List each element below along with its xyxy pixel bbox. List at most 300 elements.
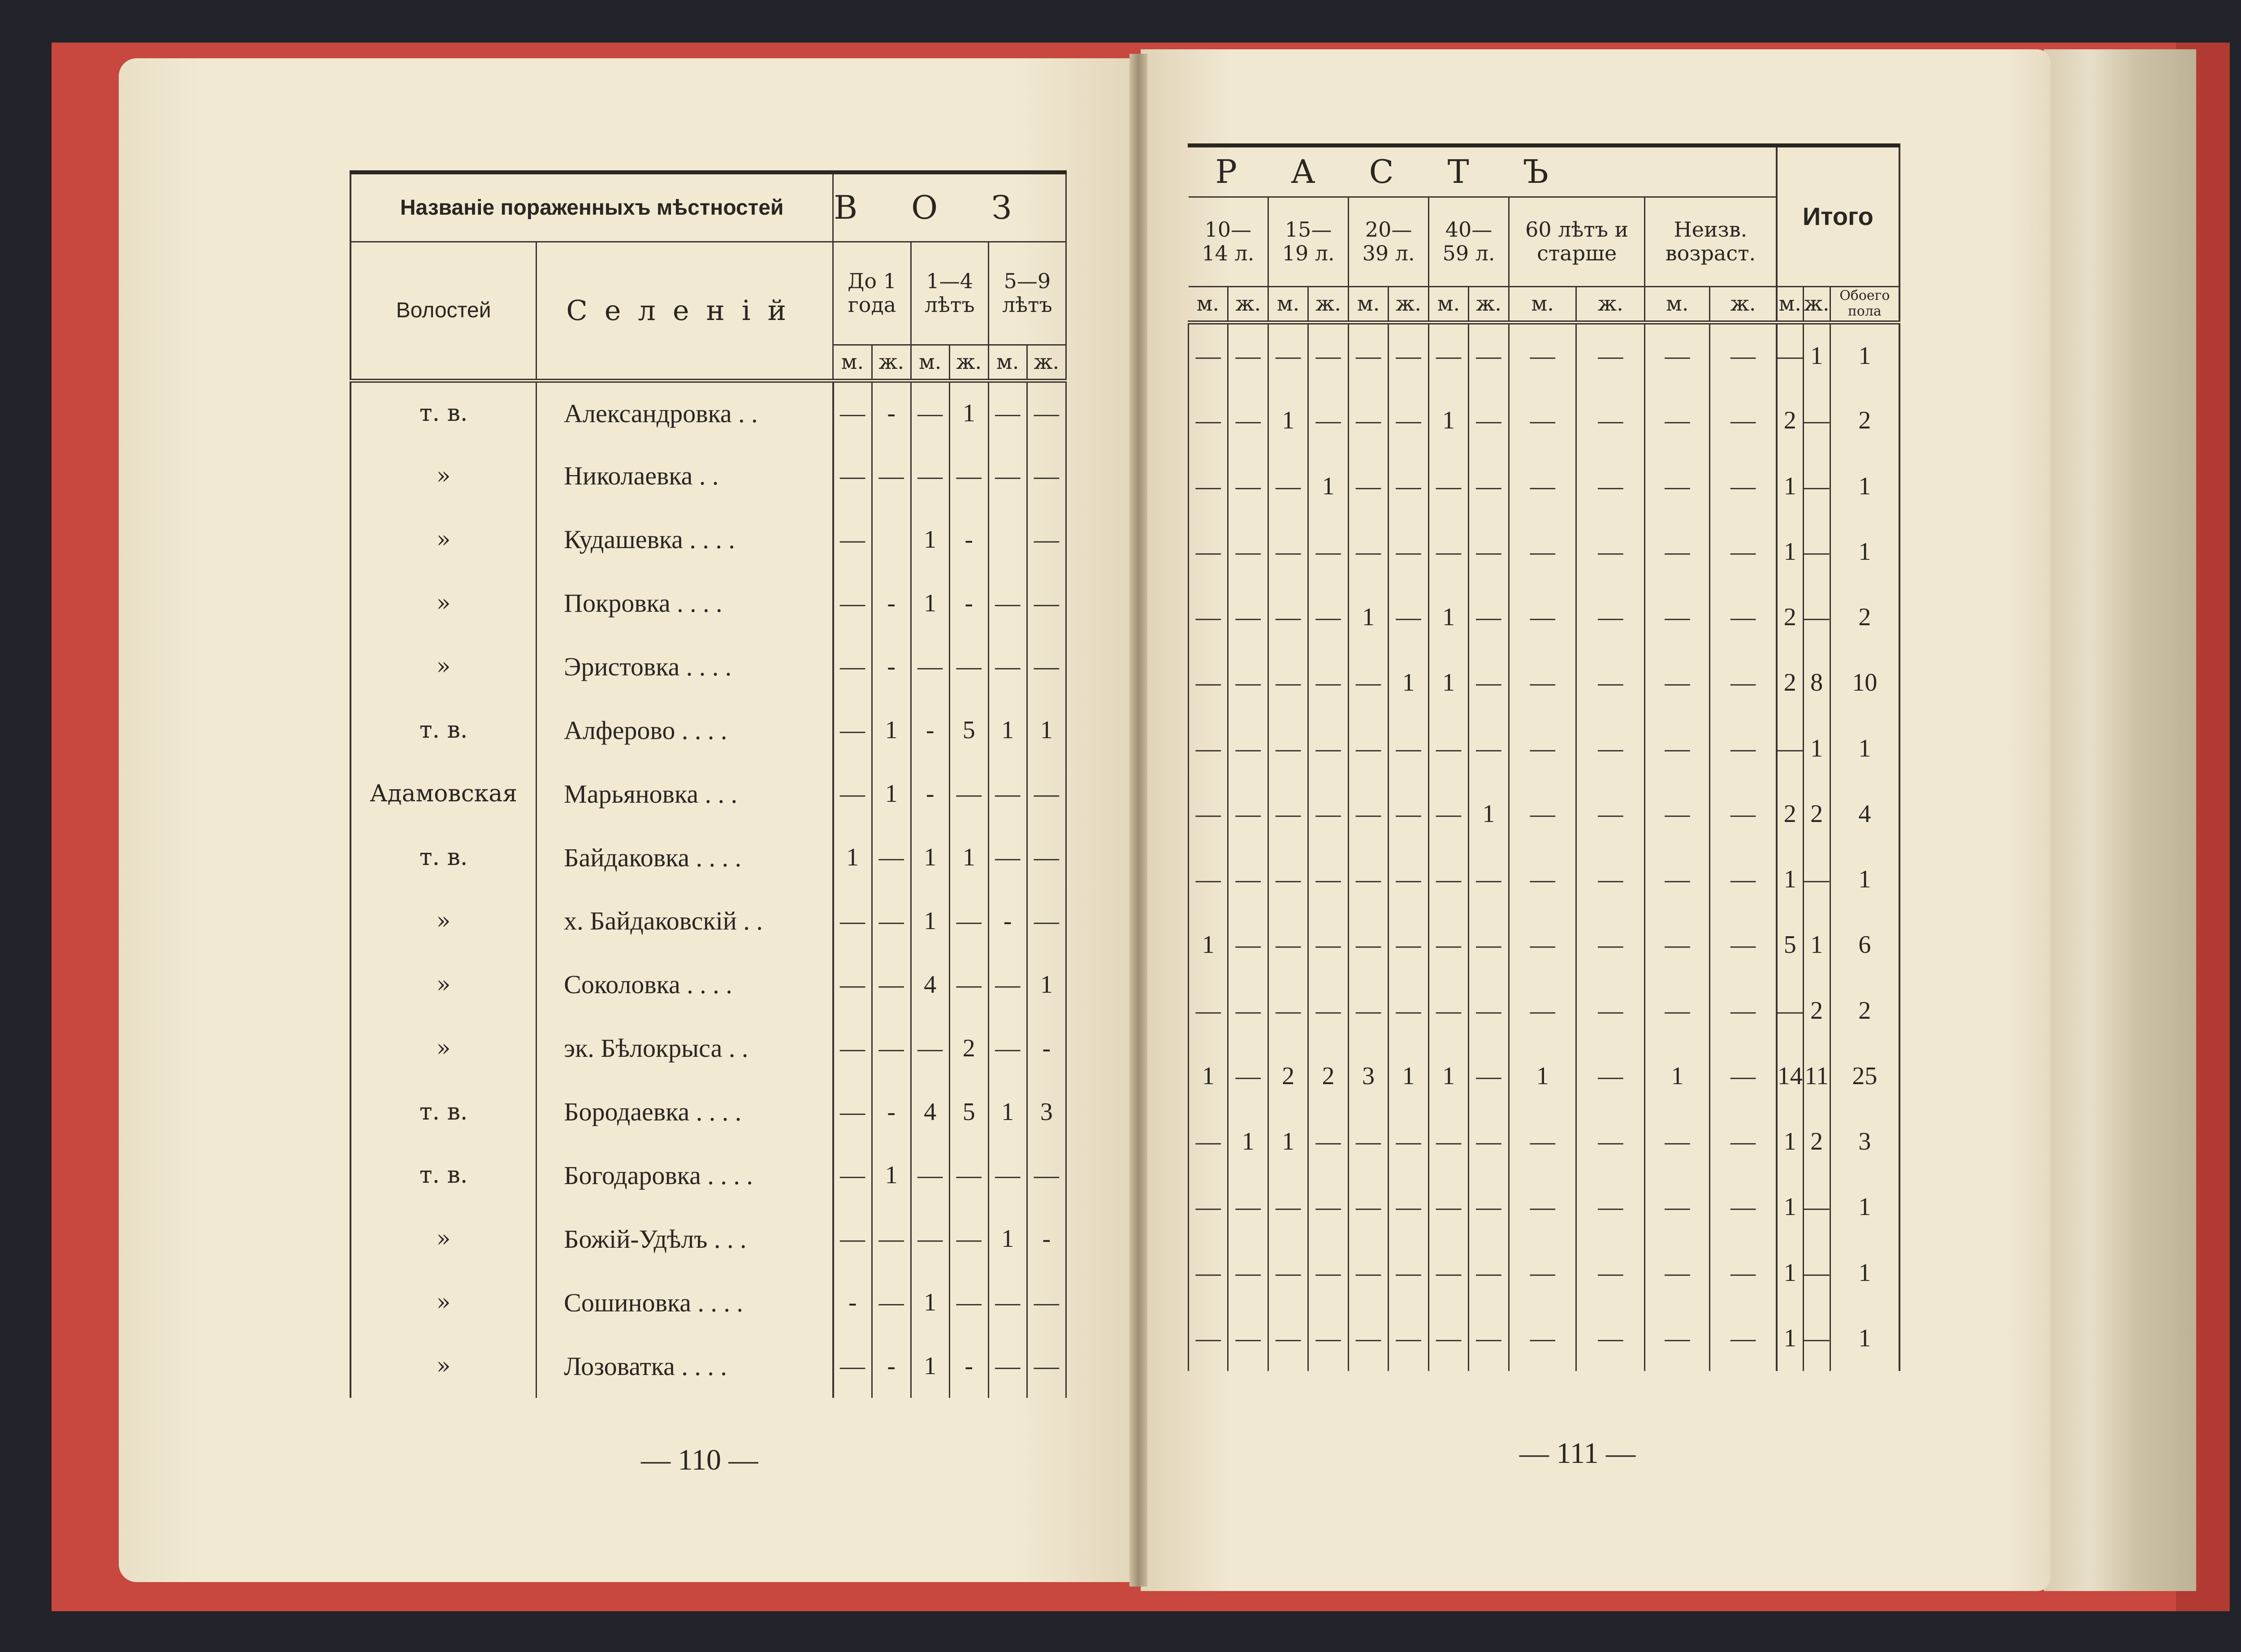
value-cell: 1 [988, 1207, 1027, 1271]
value-cell: — [1468, 912, 1509, 977]
total-cell: — [1777, 716, 1804, 781]
value-cell: — [1268, 716, 1308, 781]
table-row [350, 762, 1066, 826]
value-cell: — [1645, 781, 1710, 847]
sex-m-header: м. [1349, 286, 1389, 322]
left-table [350, 170, 1067, 1398]
value-cell: — [833, 635, 872, 699]
value-cell: — [1645, 388, 1710, 453]
value-cell: — [833, 762, 872, 826]
value-cell: — [1027, 1271, 1066, 1334]
value-cell: — [1710, 912, 1777, 977]
value-cell: — [1645, 454, 1710, 519]
value-cell: — [1576, 912, 1645, 977]
value-cell: — [911, 444, 949, 508]
value-cell: — [1710, 781, 1777, 847]
value-cell: — [833, 889, 872, 953]
value-cell: — [833, 571, 872, 635]
value-cell: — [1189, 650, 1228, 715]
value-cell: — [1710, 388, 1777, 453]
total-cell: 1 [1803, 322, 1830, 388]
total-both-cell: 1 [1830, 322, 1899, 388]
value-cell: — [1228, 781, 1268, 847]
volost-cell: » [350, 1271, 536, 1334]
left-table-body [350, 381, 1066, 1398]
total-both-cell: 25 [1830, 1043, 1899, 1109]
age-group-header: 1—4 лѣтъ [911, 242, 988, 345]
value-cell: 5 [949, 698, 988, 762]
total-cell: — [1803, 388, 1830, 453]
value-cell: — [1349, 388, 1389, 453]
age-group-header: 40— 59 л. [1429, 197, 1509, 286]
value-cell: — [1509, 650, 1576, 715]
selenie-cell: Божій-Удѣлъ . . . [536, 1207, 833, 1271]
selenie-cell: Покровка . . . . [536, 571, 833, 635]
value-cell: - [1027, 1207, 1066, 1271]
value-cell: — [911, 1207, 949, 1271]
selenie-cell: Лозоватка . . . . [536, 1334, 833, 1398]
value-cell: — [1189, 1109, 1228, 1174]
value-cell: — [988, 1016, 1027, 1080]
value-cell: 1 [1388, 1043, 1428, 1109]
value-cell: — [1468, 584, 1509, 650]
age-header-right: РАСТЪ [1189, 147, 1777, 197]
sex-f-header: ж. [1803, 286, 1830, 322]
selenie-cell: Сошиновка . . . . [536, 1271, 833, 1334]
value-cell: — [1228, 847, 1268, 912]
value-cell: 2 [949, 1016, 988, 1080]
value-cell: 1 [1027, 698, 1066, 762]
sex-m-header: м. [1429, 286, 1469, 322]
value-cell: — [872, 826, 911, 889]
value-cell: — [1429, 322, 1469, 388]
value-cell: - [988, 889, 1027, 953]
value-cell: — [1645, 1240, 1710, 1306]
value-cell: — [1228, 1240, 1268, 1306]
value-cell: — [1710, 847, 1777, 912]
value-cell: — [1429, 1174, 1469, 1240]
value-cell: — [872, 1271, 911, 1334]
value-cell: — [1710, 584, 1777, 650]
value-cell: — [1228, 584, 1268, 650]
value-cell: — [1189, 847, 1228, 912]
sex-m-header: м. [1189, 286, 1228, 322]
total-cell: 1 [1777, 1240, 1804, 1306]
table-row [1189, 519, 1900, 584]
value-cell: — [949, 635, 988, 699]
selenie-cell: Николаевка . . [536, 444, 833, 508]
value-cell: — [833, 1016, 872, 1080]
value-cell: — [949, 1271, 988, 1334]
value-cell: — [949, 953, 988, 1016]
volost-cell: » [350, 508, 536, 571]
value-cell: — [1308, 716, 1348, 781]
value-cell: — [1027, 889, 1066, 953]
value-cell: 1 [1429, 650, 1469, 715]
value-cell: — [949, 1144, 988, 1207]
total-cell: 2 [1803, 781, 1830, 847]
value-cell: — [949, 1207, 988, 1271]
total-both-cell: 2 [1830, 388, 1899, 453]
value-cell: — [949, 444, 988, 508]
value-cell: — [1388, 322, 1428, 388]
table-row [350, 826, 1066, 889]
value-cell: 2 [1308, 1043, 1348, 1109]
value-cell: — [1576, 584, 1645, 650]
value-cell: — [1468, 454, 1509, 519]
volost-cell: » [350, 1207, 536, 1271]
table-row [1189, 912, 1900, 977]
table-row [350, 889, 1066, 953]
value-cell: 1 [949, 826, 988, 889]
value-cell: - [872, 381, 911, 444]
age-group-header: Неизв. возраст. [1645, 197, 1777, 286]
total-cell: 1 [1803, 912, 1830, 977]
value-cell: — [1027, 381, 1066, 444]
table-row [350, 953, 1066, 1016]
value-cell: — [1349, 1174, 1389, 1240]
total-cell: 2 [1803, 1109, 1830, 1174]
value-cell: — [1388, 1240, 1428, 1306]
value-cell: — [1509, 388, 1576, 453]
value-cell: — [1228, 388, 1268, 453]
volost-cell: т. в. [350, 826, 536, 889]
volost-cell: Адамовская [350, 762, 536, 826]
value-cell: — [872, 1016, 911, 1080]
volost-cell: » [350, 635, 536, 699]
itogo-header: Итого [1777, 147, 1899, 286]
value-cell: 3 [1027, 1080, 1066, 1144]
value-cell: 1 [1228, 1109, 1268, 1174]
value-cell: — [1429, 1240, 1469, 1306]
value-cell: — [1228, 322, 1268, 388]
value-cell: — [1576, 781, 1645, 847]
value-cell: — [1509, 584, 1576, 650]
value-cell: — [1576, 322, 1645, 388]
sex-f-header: ж. [1468, 286, 1509, 322]
total-cell: 1 [1777, 1109, 1804, 1174]
sex-m-header: м. [1645, 286, 1710, 322]
value-cell: — [1468, 1043, 1509, 1109]
volost-cell: » [350, 953, 536, 1016]
value-cell: 1 [988, 1080, 1027, 1144]
value-cell: 1 [1645, 1043, 1710, 1109]
value-cell: - [872, 635, 911, 699]
value-cell: — [988, 762, 1027, 826]
value-cell: — [1509, 716, 1576, 781]
volost-cell: » [350, 571, 536, 635]
value-cell: — [1189, 716, 1228, 781]
value-cell: — [1509, 1174, 1576, 1240]
value-cell: — [1468, 847, 1509, 912]
value-cell: — [988, 1334, 1027, 1398]
value-cell: — [1468, 716, 1509, 781]
value-cell: 1 [1468, 781, 1509, 847]
value-cell: — [1228, 912, 1268, 977]
value-cell: 1 [911, 826, 949, 889]
value-cell: — [1645, 1306, 1710, 1371]
table-row [350, 635, 1066, 699]
total-cell: — [1803, 519, 1830, 584]
sex-f-header: ж. [949, 345, 988, 381]
value-cell: — [1468, 1306, 1509, 1371]
value-cell: - [949, 508, 988, 571]
value-cell: 1 [1189, 1043, 1228, 1109]
value-cell: — [1189, 584, 1228, 650]
value-cell: — [949, 762, 988, 826]
table-row [350, 571, 1066, 635]
value-cell: — [1509, 1306, 1576, 1371]
total-cell: — [1777, 978, 1804, 1043]
value-cell: — [1509, 912, 1576, 977]
value-cell: — [1388, 912, 1428, 977]
value-cell: — [1429, 978, 1469, 1043]
value-cell: 1 [1027, 953, 1066, 1016]
value-cell: — [1228, 1306, 1268, 1371]
value-cell: — [872, 1207, 911, 1271]
value-cell: 1 [911, 889, 949, 953]
table-row [350, 1271, 1066, 1334]
total-both-cell: 3 [1830, 1109, 1899, 1174]
value-cell: — [1388, 519, 1428, 584]
total-both-cell: 2 [1830, 978, 1899, 1043]
value-cell: 4 [911, 953, 949, 1016]
value-cell: — [1349, 322, 1389, 388]
total-both-cell: 6 [1830, 912, 1899, 977]
value-cell: — [1349, 1109, 1389, 1174]
value-cell: — [1027, 1144, 1066, 1207]
value-cell: — [911, 381, 949, 444]
value-cell: — [988, 826, 1027, 889]
value-cell: 1 [872, 762, 911, 826]
value-cell: — [1388, 584, 1428, 650]
value-cell: — [1189, 1174, 1228, 1240]
value-cell: — [1468, 388, 1509, 453]
right-table-body [1189, 322, 1900, 1371]
value-cell: — [1228, 1174, 1268, 1240]
value-cell: — [1645, 978, 1710, 1043]
volost-cell: т. в. [350, 698, 536, 762]
value-cell: — [1576, 847, 1645, 912]
total-both-header: Обоего пола [1830, 286, 1899, 322]
value-cell: — [833, 508, 872, 571]
value-cell: — [1468, 978, 1509, 1043]
volost-cell: » [350, 1334, 536, 1398]
sex-f-header: ж. [1027, 345, 1066, 381]
value-cell: — [1509, 978, 1576, 1043]
value-cell: — [1027, 762, 1066, 826]
value-cell: — [1468, 1109, 1509, 1174]
value-cell: — [911, 1144, 949, 1207]
value-cell: 1 [1308, 454, 1348, 519]
volost-cell: т. в. [350, 1080, 536, 1144]
value-cell: — [1710, 1043, 1777, 1109]
value-cell: 1 [872, 698, 911, 762]
value-cell: — [833, 381, 872, 444]
selenie-cell: Эристовка . . . . [536, 635, 833, 699]
volost-cell: » [350, 1016, 536, 1080]
value-cell: — [1349, 847, 1389, 912]
age-group-header: 10— 14 л. [1189, 197, 1268, 286]
value-cell [872, 508, 911, 571]
total-both-cell: 1 [1830, 519, 1899, 584]
value-cell: — [872, 889, 911, 953]
value-cell: — [1710, 716, 1777, 781]
value-cell: - [911, 762, 949, 826]
total-cell: 1 [1777, 519, 1804, 584]
table-row [1189, 322, 1900, 388]
value-cell: — [1349, 1306, 1389, 1371]
table-row [1189, 454, 1900, 519]
value-cell: — [1429, 716, 1469, 781]
value-cell: — [1228, 650, 1268, 715]
value-cell: 1 [1268, 1109, 1308, 1174]
total-cell: — [1803, 584, 1830, 650]
value-cell: — [1268, 519, 1308, 584]
value-cell: — [1576, 519, 1645, 584]
value-cell: 1 [1429, 388, 1469, 453]
total-cell: 1 [1777, 847, 1804, 912]
value-cell: — [1468, 1174, 1509, 1240]
value-cell: — [1645, 650, 1710, 715]
value-cell: 1 [1189, 912, 1228, 977]
value-cell: — [1645, 1174, 1710, 1240]
age-group-header: 20— 39 л. [1349, 197, 1429, 286]
value-cell: — [1576, 1174, 1645, 1240]
value-cell: — [1228, 978, 1268, 1043]
value-cell: — [1388, 1174, 1428, 1240]
value-cell: — [833, 444, 872, 508]
right-table [1188, 143, 1900, 1371]
value-cell: — [988, 571, 1027, 635]
value-cell: — [1429, 847, 1469, 912]
value-cell: — [1388, 978, 1428, 1043]
total-cell: 1 [1803, 716, 1830, 781]
value-cell: — [1509, 1240, 1576, 1306]
value-cell: — [1710, 978, 1777, 1043]
value-cell: — [1576, 1306, 1645, 1371]
total-both-cell: 4 [1830, 781, 1899, 847]
total-both-cell: 2 [1830, 584, 1899, 650]
value-cell: — [1710, 322, 1777, 388]
value-cell: — [1268, 978, 1308, 1043]
total-cell: 2 [1777, 781, 1804, 847]
value-cell: — [1308, 584, 1348, 650]
book-gutter [1129, 54, 1147, 1587]
value-cell: 2 [1268, 1043, 1308, 1109]
value-cell [988, 508, 1027, 571]
total-both-cell: 1 [1830, 1174, 1899, 1240]
value-cell: — [1308, 781, 1348, 847]
selenie-cell: Марьяновка . . . [536, 762, 833, 826]
value-cell: — [1349, 454, 1389, 519]
sex-f-header: ж. [1308, 286, 1348, 322]
value-cell: — [1228, 1043, 1268, 1109]
value-cell: — [1268, 1174, 1308, 1240]
value-cell: — [1189, 322, 1228, 388]
value-cell: — [1268, 912, 1308, 977]
selenie-cell: Александровка . . [536, 381, 833, 444]
value-cell: — [1710, 650, 1777, 715]
volost-cell: т. в. [350, 381, 536, 444]
value-cell: — [1308, 1240, 1348, 1306]
value-cell: — [1349, 912, 1389, 977]
value-cell: — [949, 889, 988, 953]
value-cell: — [911, 1016, 949, 1080]
table-row [350, 1334, 1066, 1398]
value-cell: — [1429, 912, 1469, 977]
value-cell: — [1308, 847, 1348, 912]
value-cell: — [1429, 519, 1469, 584]
value-cell: - [872, 1080, 911, 1144]
value-cell: — [1268, 454, 1308, 519]
table-row [1189, 716, 1900, 781]
value-cell: — [1349, 978, 1389, 1043]
value-cell: — [911, 635, 949, 699]
table-title: Названіе пораженныхъ мѣстностей [350, 174, 833, 242]
col-volost-header: Волостей [350, 242, 536, 381]
value-cell: — [1429, 1109, 1469, 1174]
value-cell: — [1268, 584, 1308, 650]
table-row [1189, 584, 1900, 650]
selenie-cell: эк. Бѣлокрыса . . [536, 1016, 833, 1080]
sex-m-header: м. [1509, 286, 1576, 322]
value-cell: — [988, 635, 1027, 699]
table-row [1189, 388, 1900, 453]
page-number-left: — 110 — [641, 1444, 758, 1476]
value-cell: — [1349, 519, 1389, 584]
value-cell: — [1027, 635, 1066, 699]
value-cell: — [833, 953, 872, 1016]
table-row [1189, 1174, 1900, 1240]
value-cell: — [988, 1144, 1027, 1207]
value-cell: - [872, 1334, 911, 1398]
value-cell: - [949, 571, 988, 635]
table-row [1189, 847, 1900, 912]
value-cell: — [988, 953, 1027, 1016]
value-cell: 5 [949, 1080, 988, 1144]
value-cell: — [988, 381, 1027, 444]
total-cell: — [1803, 847, 1830, 912]
value-cell: — [1027, 571, 1066, 635]
value-cell: - [1027, 1016, 1066, 1080]
value-cell: — [1645, 322, 1710, 388]
value-cell: — [1308, 519, 1348, 584]
value-cell: 1 [1429, 584, 1469, 650]
value-cell: — [1268, 781, 1308, 847]
table-row [350, 1080, 1066, 1144]
value-cell: — [1509, 519, 1576, 584]
value-cell: 1 [911, 1334, 949, 1398]
table-row [350, 381, 1066, 444]
value-cell: — [1308, 650, 1348, 715]
table-row [350, 1207, 1066, 1271]
value-cell: — [1576, 454, 1645, 519]
value-cell: — [833, 1207, 872, 1271]
table-row [1189, 978, 1900, 1043]
value-cell: — [1509, 1109, 1576, 1174]
value-cell: — [1308, 1109, 1348, 1174]
value-cell: 4 [911, 1080, 949, 1144]
table-row [1189, 781, 1900, 847]
value-cell: — [1645, 1109, 1710, 1174]
sex-m-header: м. [1777, 286, 1804, 322]
value-cell: — [1228, 519, 1268, 584]
value-cell: — [1189, 454, 1228, 519]
value-cell: — [1228, 454, 1268, 519]
value-cell: — [1349, 650, 1389, 715]
value-cell: — [1576, 716, 1645, 781]
